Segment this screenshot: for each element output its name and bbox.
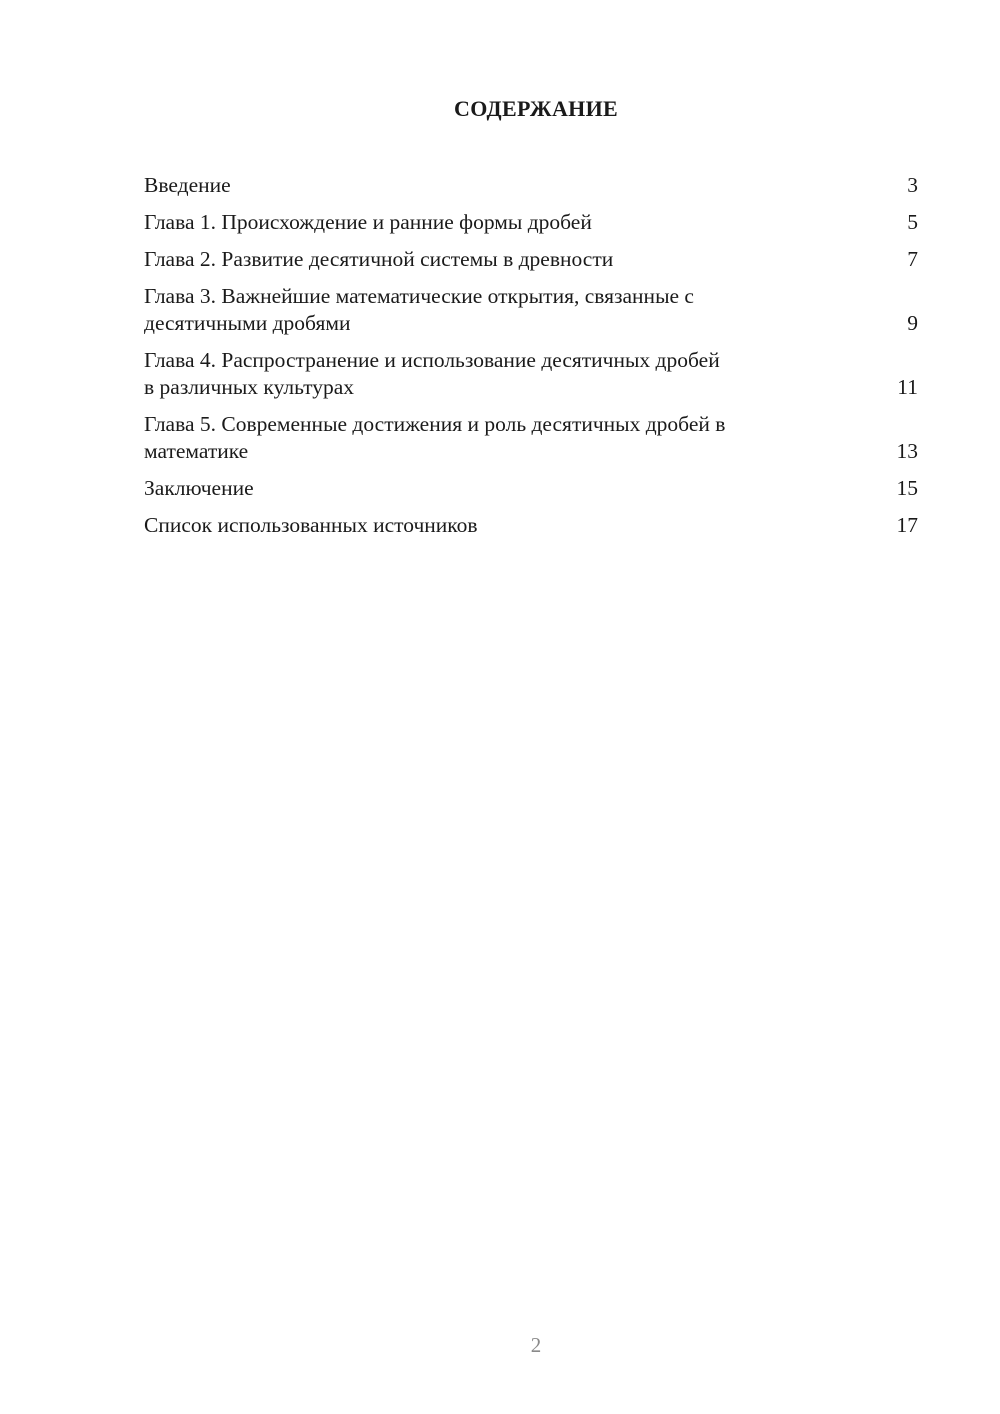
toc-entry-chapter-3 [144, 283, 918, 337]
toc-entry-page: 5 [907, 210, 918, 234]
toc-entry-title: Глава 2. Развитие десятичной системы в древности [144, 247, 614, 271]
toc-entry-page: 7 [907, 247, 918, 271]
toc-entry-chapter-5 [144, 411, 918, 465]
toc-entry-title: Глава 4. Распространение и использование десятичных дробей в различных культурах [144, 348, 720, 399]
toc-entry-title: Глава 5. Современные достижения и роль десятичных дробей в математике [144, 412, 726, 463]
toc-entry-chapter-2 [144, 246, 918, 273]
table-of-contents [144, 172, 918, 549]
toc-entry-page: 13 [896, 439, 918, 463]
toc-entry-title: Заключение [144, 476, 254, 500]
toc-entry-page: 17 [896, 513, 918, 537]
toc-entry-page: 9 [907, 311, 918, 335]
toc-entry-title: Глава 1. Происхождение и ранние формы дробей [144, 210, 592, 234]
toc-entry-chapter-4 [144, 347, 918, 401]
page-number: 2 [530, 1333, 542, 1357]
toc-entry-references [144, 512, 918, 539]
toc-entry-introduction [144, 172, 918, 199]
toc-entry-chapter-1 [144, 209, 918, 236]
toc-entry-page: 15 [896, 476, 918, 500]
toc-entry-page: 3 [907, 173, 918, 197]
toc-entry-title: Введение [144, 173, 231, 197]
toc-entry-conclusion [144, 475, 918, 502]
page-title: СОДЕРЖАНИЕ [454, 96, 618, 121]
toc-entry-page: 11 [897, 375, 918, 399]
toc-entry-title: Глава 3. Важнейшие математические открытия, связанные с десятичными дробями [144, 284, 694, 335]
toc-entry-title: Список использованных источников [144, 513, 478, 537]
